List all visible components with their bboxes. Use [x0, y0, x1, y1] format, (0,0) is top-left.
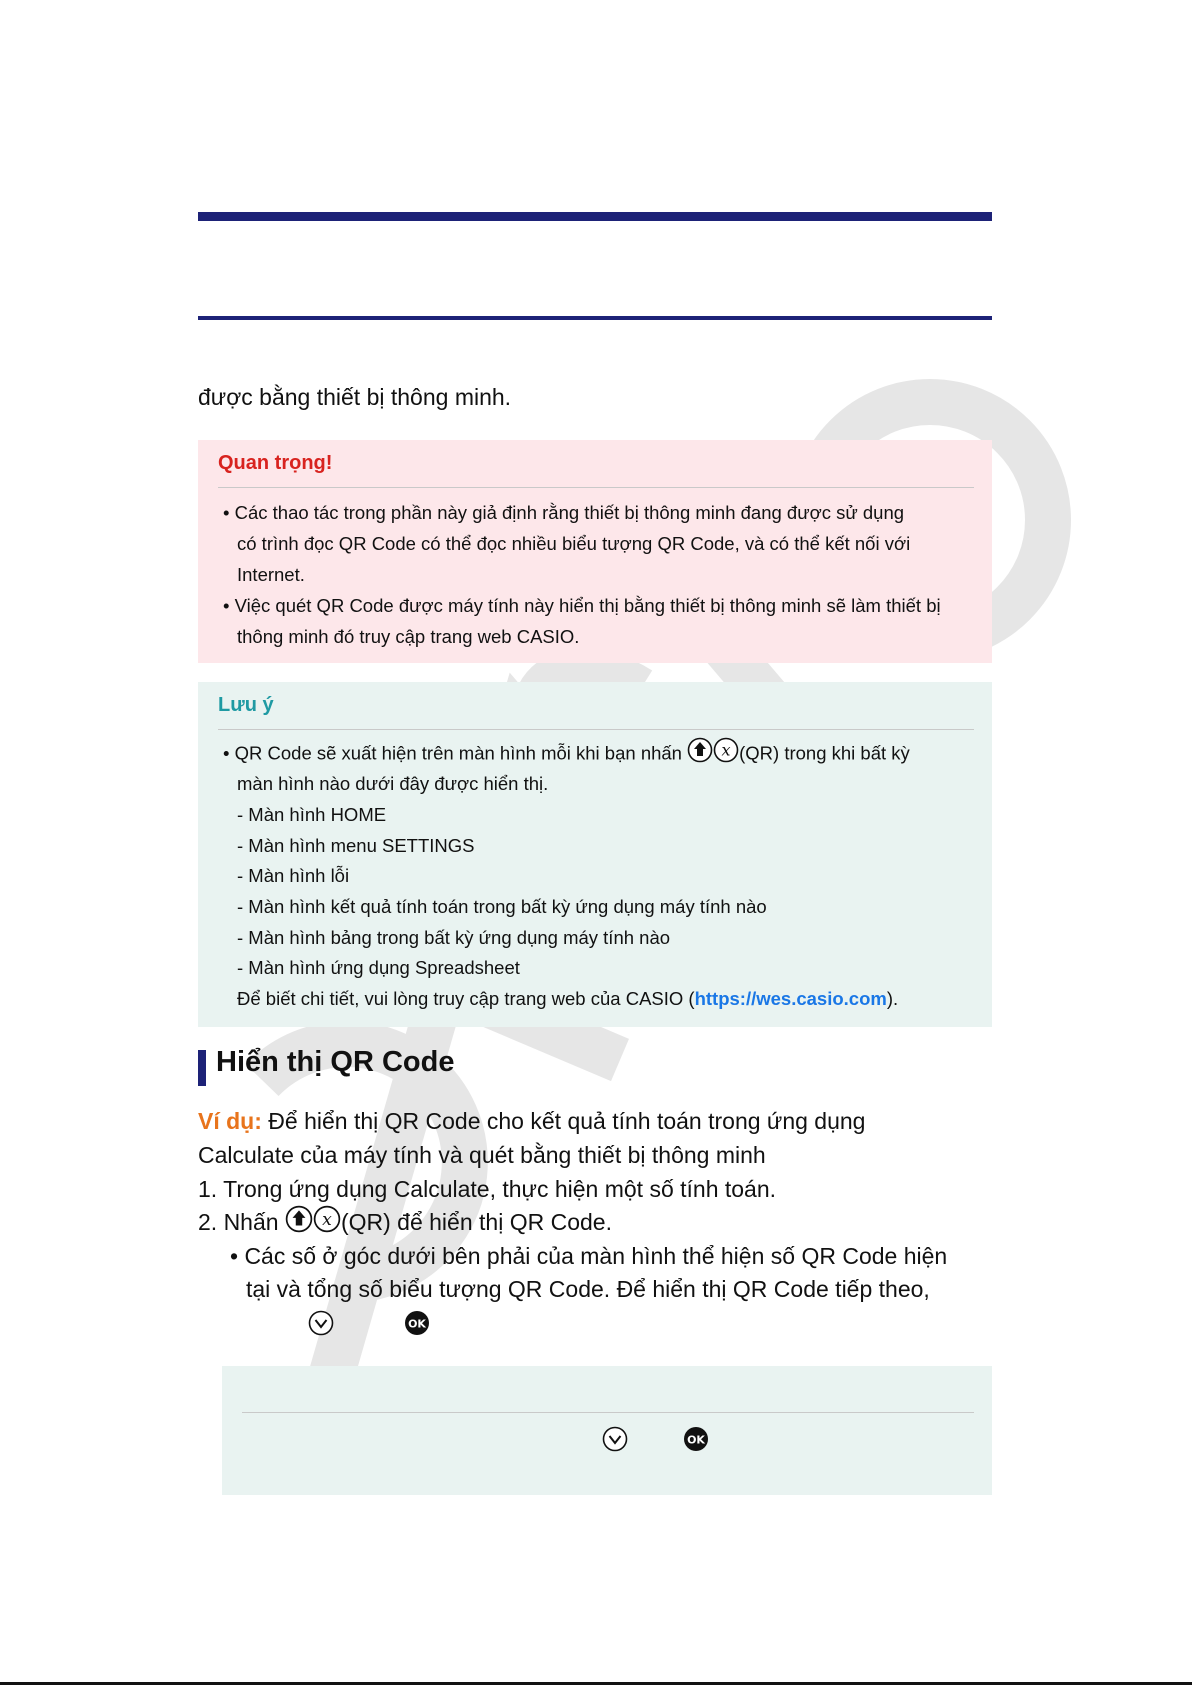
- header-rule-bottom: [198, 316, 992, 320]
- ok-key-icon: [683, 1426, 709, 1457]
- important-line: • Việc quét QR Code được máy tính này hiển thị bằng thiết bị thông minh sẽ làm thiết bị: [223, 595, 941, 616]
- shift-key-icon: [687, 737, 713, 772]
- svg-text:OK: OK: [408, 1317, 426, 1331]
- note-line-1: [223, 737, 910, 772]
- example-label: Ví dụ:: [198, 1108, 262, 1134]
- note-list-item: - Màn hình kết quả tính toán trong bất kỳ ứng dụng máy tính nào: [237, 896, 767, 917]
- tip-divider: [242, 1412, 974, 1413]
- ok-key-icon: [404, 1310, 430, 1341]
- important-line: • Các thao tác trong phần này giả định rằng thiết bị thông minh đang được sử dụng: [223, 502, 905, 523]
- svg-text:x: x: [721, 740, 731, 760]
- note-heading: Lưu ý: [218, 694, 274, 716]
- step-2-pre: 2. Nhấn: [198, 1209, 279, 1235]
- section-marker: [198, 1050, 206, 1086]
- note-list-item: - Màn hình menu SETTINGS: [237, 835, 475, 856]
- shift-key-icon: [285, 1205, 313, 1242]
- note-list-item: - Màn hình lỗi: [237, 865, 350, 886]
- note-list-item: - Màn hình bảng trong bất kỳ ứng dụng máy tính nào: [237, 927, 671, 948]
- step-1: 1. Trong ứng dụng Calculate, thực hiện một số tính toán.: [198, 1176, 777, 1202]
- important-divider: [218, 487, 974, 488]
- example-line-2: Calculate của máy tính và quét bằng thiết bị thông minh: [198, 1142, 766, 1168]
- svg-text:x: x: [322, 1210, 332, 1231]
- example-text-1: Để hiển thị QR Code cho kết quả tính toán trong ứng dụng: [261, 1108, 866, 1134]
- note-list-item: - Màn hình HOME: [237, 804, 387, 825]
- example-line-1: [198, 1104, 865, 1138]
- step-2-bullet-line-1: • Các số ở góc dưới bên phải của màn hình thể hiện số QR Code hiện: [230, 1243, 948, 1269]
- note-box: [198, 682, 992, 1027]
- step-2-bullet-line-2: tại và tổng số biểu tượng QR Code. Để hiển thị QR Code tiếp theo,: [246, 1276, 930, 1302]
- step-2-post: (QR) để hiển thị QR Code.: [340, 1209, 612, 1235]
- header-rule-top: [198, 212, 992, 221]
- note-detail-pre: Để biết chi tiết, vui lòng truy cập trang web của CASIO (: [237, 988, 695, 1009]
- note-divider: [218, 729, 974, 730]
- variable-x-key-icon: [713, 737, 739, 772]
- note-line-2: màn hình nào dưới đây được hiển thị.: [237, 773, 549, 794]
- important-line: thông minh đó truy cập trang web CASIO.: [237, 626, 580, 647]
- section-title: Hiển thị QR Code: [216, 1046, 455, 1078]
- intro-text: được bằng thiết bị thông minh.: [198, 384, 512, 410]
- note-list-item: - Màn hình ứng dụng Spreadsheet: [237, 957, 520, 978]
- important-line: có trình đọc QR Code có thể đọc nhiều biểu tượng QR Code, và có thể kết nối với: [237, 533, 911, 554]
- svg-text:OK: OK: [687, 1433, 705, 1447]
- note-line-1-pre: • QR Code sẽ xuất hiện trên màn hình mỗi khi bạn nhấn: [223, 742, 682, 764]
- step-2: [198, 1205, 612, 1242]
- important-line: Internet.: [237, 564, 305, 585]
- important-heading: Quan trọng!: [218, 452, 333, 474]
- down-arrow-key-icon: [602, 1426, 628, 1457]
- down-arrow-key-icon: [308, 1310, 334, 1341]
- important-box: [198, 440, 992, 663]
- note-detail-post: ).: [886, 988, 899, 1009]
- note-detail: [237, 983, 898, 1014]
- note-line-1-post: (QR) trong khi bất kỳ: [739, 742, 910, 764]
- variable-x-key-icon: [313, 1205, 341, 1242]
- casio-website-link[interactable]: https://wes.casio.com: [694, 988, 887, 1009]
- tip-box: [222, 1366, 992, 1495]
